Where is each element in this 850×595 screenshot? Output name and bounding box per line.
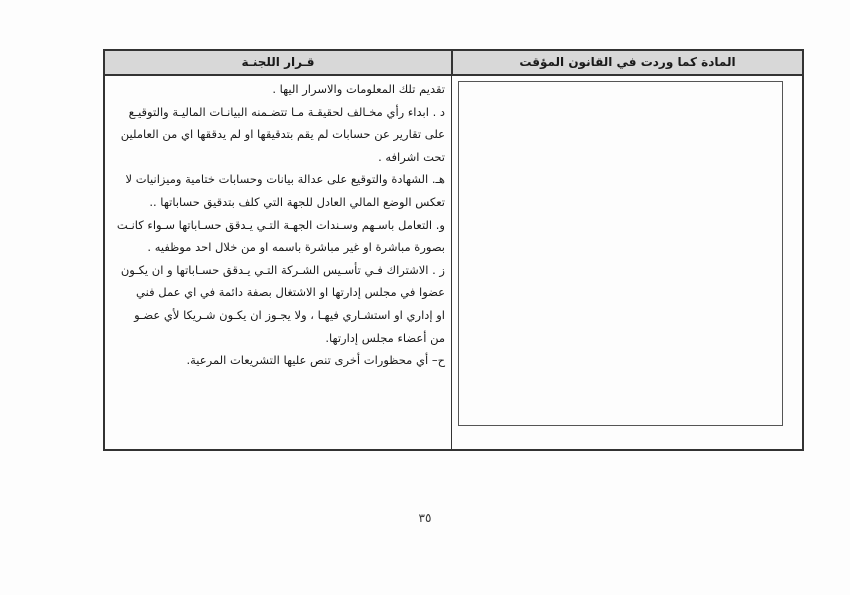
text-line: عضوا في مجلس إدارتها او الاشتغال بصفة دائمة في اي عمل فني [136,285,445,300]
text-line: ح– أي محظورات أخرى تنص عليها التشريعات المرعية. [186,353,445,368]
article-empty-box [458,81,783,426]
committee-decision-text [111,78,445,372]
text-line: او إداري او استشـاري فيهـا ، ولا يجـوز ان يكـون شـريكا لأي عضـو [134,307,445,322]
table-header-row [105,51,802,76]
text-line: ز . الاشتراك فـي تأسـيس الشـركة التـي يـدقق حسـاباتها و ان يكـون [120,262,445,277]
header-committee-column: قـرار اللجنـة [105,51,451,74]
table-body-row [105,76,802,449]
text-line: تعكس الوضع المالي العادل للجهة التي كلف بتدقيق حساباتها .. [149,194,445,209]
text-line: هـ. الشهادة والتوقيع على عدالة بيانات وحسابات ختامية وميزانيات لا [125,172,445,187]
text-line: من أعضاء مجلس إدارتها. [325,330,445,345]
header-article-column: المادة كما وردت في القانون المؤقت [451,51,802,74]
text-line: تحت اشرافه . [378,149,445,164]
text-line: بصورة مباشرة او غير مباشرة باسمه او من خلال احد موظفيه . [147,240,445,255]
text-line: على تقارير عن حسابات لم يقم بتدقيقها او لم يدققها اي من العاملين [120,127,445,142]
comparison-table [103,49,804,451]
page-number: ٣٥ [418,511,432,525]
article-cell [451,76,802,449]
text-line: تقديم تلك المعلومات والاسرار اليها . [272,82,445,96]
text-line: د . ابداء رأي مخـالف لحقيقـة مـا تتضـمنه البيانـات الماليـة والتوقيـع [128,104,445,119]
text-line: و. التعامل باسـهم وسـندات الجهـة التـي يـدقق حسـاباتها سـواء كانـت [116,217,445,232]
committee-cell [105,76,451,449]
